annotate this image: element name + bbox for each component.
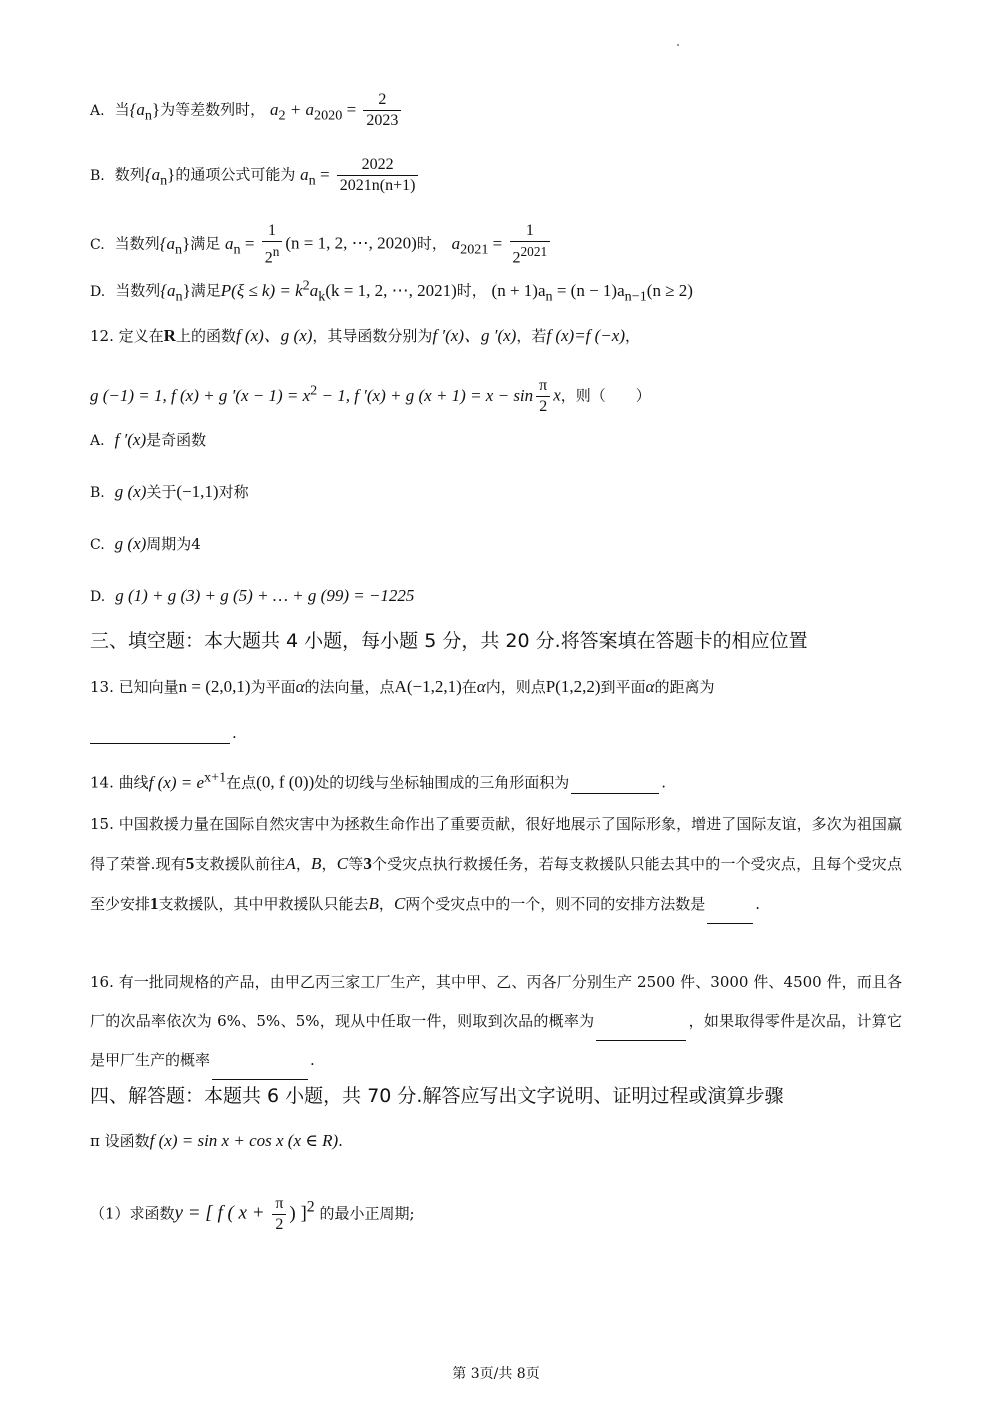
q16-answer-blank-2[interactable]	[212, 1063, 308, 1080]
q11-option-d: D. 当数列$\{a_n\}$满足$P(\xi \le k) = k^2a_k(k = 1$, 2, ⋯, 2021)时， $(n + 1)a_n = (n - 1)a_{n-1}(n \ge 2)$	[90, 277, 693, 305]
q12-stem-line1: 12. 定义在R上的函数f (x)、g (x)，其导函数分别为f ′(x)、g ′(x)，若f (x)=f (−x)，	[90, 326, 640, 345]
fraction: $\frac{1}{2^n}$	[262, 221, 283, 268]
fraction: $\frac{2}{2023}$	[363, 90, 401, 131]
q16-answer-blank-1[interactable]	[596, 1024, 686, 1041]
q15-paragraph: 15. 中国救援力量在国际自然灾害中为拯救生命作出了重要贡献，很好地展示了国际形象，增进了国际友谊，多次为祖国赢得了荣誉.现有5支救援队前往A，B，C等3个受灾点执行救援任务，若每支救援队只能去其中的一个受灾点，且每个受灾点至少安排1支救援队，其中甲救援队只能去B，C两个受灾点中的一个，则不同的安排方法数是 .	[90, 805, 902, 924]
q12-option-c: C. g (x)周期为4	[90, 534, 201, 553]
q12-option-a: A. f ′(x)是奇函数	[90, 430, 207, 449]
q15-answer-blank[interactable]	[707, 907, 753, 924]
section4-heading: 四、解答题：本题共 6 小题，共 70 分.解答应写出文字说明、证明过程或演算步骤	[90, 1085, 784, 1107]
fraction: $\frac{1}{2^{2021}}$	[510, 221, 551, 268]
q11-option-c: C. 当数列$\{a_n\}$满足 $a_n$ = $\frac{1}{2^n}$ (n = 1, 2, ⋯, 2020)时， $a_{2021}$ = $\frac{1}{2^{2021}}$	[90, 221, 553, 268]
fraction: $\frac{\pi}{2}$	[536, 376, 550, 417]
q14-stem: 14. 曲线f $(x) = e^{x+1}$在点(0, f (0))处的切线与坐标轴围成的三角形面积为 .	[90, 769, 667, 792]
q12-option-d: D. g (1) + g (3) + g (5) + … + g (99) = −1225	[90, 586, 415, 605]
q13-stem: 13. 已知向量n = (2,0,1)为平面α的法向量，点A(−1,2,1)在α内，则点P(1,2,2)到平面α的距离为	[90, 677, 715, 696]
q11-option-b: B. 数列$\{a_n\}$的通项公式可能为 $a_n$ = $\frac{2022}{2021n(n+1)}$	[90, 155, 421, 196]
q12-option-b: B. g (x)关于(−1,1)对称	[90, 482, 249, 501]
q11-option-a: A. 当$\{a_n\}$为等差数列时， $a_2 + a_{2020}$ = $\frac{2}{2023}$	[90, 90, 404, 131]
page-footer: 第 3页/共 8页	[452, 1366, 540, 1382]
section3-heading: 三、填空题：本大题共 4 小题，每小题 5 分，共 20 分.将答案填在答题卡的相应位置	[90, 630, 808, 652]
q16-paragraph: 16. 有一批同规格的产品，由甲乙丙三家工厂生产，其中甲、乙、丙各厂分别生产 2500 件、3000 件、4500 件，而且各厂的次品率依次为 6%、5%、5%，现从中任取一件，则取到次品的概率为 ，如果取得零件是次品，计算它是甲厂生产的概率 .	[90, 963, 902, 1080]
fraction: $\frac{2022}{2021n(n+1)}$	[337, 155, 419, 196]
q13-answer-blank[interactable]: .	[90, 722, 237, 744]
q17-part1: （1）求函数y = [ f ( x + $\frac{\pi}{2}$ ) ]$^2$ 的最小正周期;	[90, 1195, 415, 1233]
q17-stem: π 设函数f (x) = sin x + cos x (x ∈ R).	[90, 1131, 343, 1150]
q12-stem-line2: g (−1) = 1, f (x) + g $'(x - 1) = x^2 - 1$, f ′(x) + g (x + 1) = x − sin $\frac{\pi}{2}$ x，则（ ）	[90, 377, 651, 415]
scan-dot	[677, 44, 679, 46]
q14-answer-blank[interactable]	[571, 777, 659, 794]
fraction: $\frac{\pi}{2}$	[272, 1194, 286, 1235]
